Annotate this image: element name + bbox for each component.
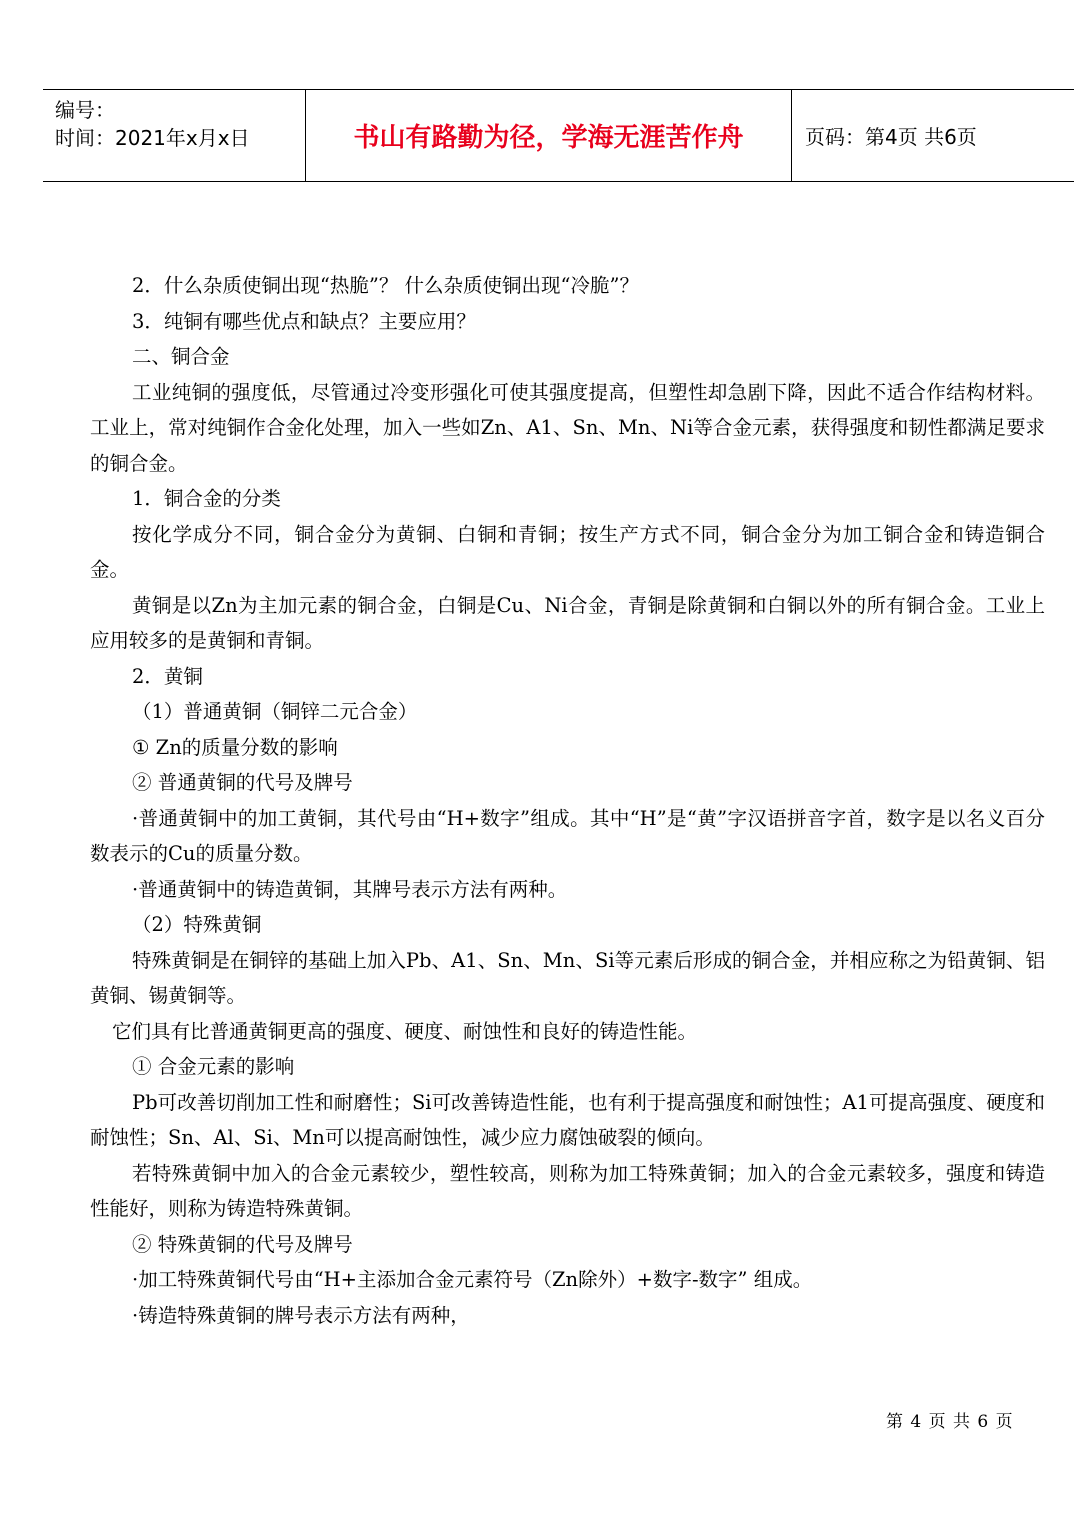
paragraph-special-brass: 特殊黄铜是在铜锌的基础上加入Pb、A1、Sn、Mn、Si等元素后形成的铜合金，并相应称之为铅黄铜、铝黄铜、锡黄铜等。 bbox=[90, 948, 1045, 1007]
header-meta bbox=[55, 90, 303, 181]
question-2: 2．什么杂质使铜出现“热脆”？ 什么杂质使铜出现“冷脆”？ bbox=[132, 274, 639, 297]
bullet-wrought-special-brass: ·加工特殊黄铜代号由“H+主添加合金元素符号（Zn除外）+数字-数字” 组成。 bbox=[132, 1268, 813, 1291]
paragraph-special-brass-properties: 它们具有比普通黄铜更高的强度、硬度、耐蚀性和良好的铸造性能。 bbox=[112, 1019, 698, 1043]
bullet-wrought-brass: ·普通黄铜中的加工黄铜，其代号由“H+数字”组成。其中“H”是“黄”字汉语拼音字首，数字是以名义百分数表示的Cu的质量分数。 bbox=[90, 806, 1045, 865]
page-header bbox=[43, 89, 1074, 182]
item-ordinary-brass-code: ② 普通黄铜的代号及牌号 bbox=[132, 771, 353, 794]
paragraph-special-brass-types: 若特殊黄铜中加入的合金元素较少，塑性较高，则称为加工特殊黄铜；加入的合金元素较多，强度和铸造性能好，则称为铸造特殊黄铜。 bbox=[90, 1161, 1045, 1220]
subheading-classification: 1．铜合金的分类 bbox=[132, 487, 281, 510]
subheading-brass: 2．黄铜 bbox=[132, 664, 203, 688]
document-number-label: 编号： bbox=[55, 98, 115, 122]
question-3: 3．纯铜有哪些优点和缺点？主要应用？ bbox=[132, 309, 476, 333]
document-time-label: 时间：2021年x月x日 bbox=[55, 126, 250, 150]
paragraph-alloy-elements: Pb可改善切削加工性和耐磨性；Si可改善铸造性能，也有利于提高强度和耐蚀性；A1可提高强度、硬度和耐蚀性；Sn、Al、Si、Mn可以提高耐蚀性，减少应力腐蚀破裂的倾向。 bbox=[90, 1090, 1045, 1149]
subheading-ordinary-brass: （1）普通黄铜（铜锌二元合金） bbox=[132, 700, 418, 723]
paragraph-classification: 按化学成分不同，铜合金分为黄铜、白铜和青铜；按生产方式不同，铜合金分为加工铜合金和铸造铜合金。 bbox=[90, 522, 1045, 581]
paragraph-intro: 工业纯铜的强度低，尽管通过冷变形强化可使其强度提高，但塑性却急剧下降，因此不适合作结构材料。工业上，常对纯铜作合金化处理，加入一些如Zn、A1、Sn、Mn、Ni等合金元素，获得强度和韧性都满足要求的铜合金。 bbox=[90, 380, 1045, 475]
item-alloy-element-influence: ① 合金元素的影响 bbox=[132, 1055, 295, 1078]
item-special-brass-code: ② 特殊黄铜的代号及牌号 bbox=[132, 1232, 353, 1256]
header-page-info: 页码：第4页 共6页 bbox=[805, 125, 977, 149]
bullet-cast-brass: ·普通黄铜中的铸造黄铜，其牌号表示方法有两种。 bbox=[132, 877, 568, 901]
section-heading-copper-alloy: 二、铜合金 bbox=[132, 345, 230, 368]
bullet-cast-special-brass: ·铸造特殊黄铜的牌号表示方法有两种， bbox=[132, 1303, 470, 1327]
paragraph-brass-definition: 黄铜是以Zn为主加元素的铜合金，白铜是Cu、Ni合金，青铜是除黄铜和白铜以外的所有铜合金。工业上应用较多的是黄铜和青铜。 bbox=[90, 593, 1045, 652]
page-footer: 第 4 页 共 6 页 bbox=[886, 1412, 1014, 1432]
header-motto: 书山有路勤为径，学海无涯苦作舟 bbox=[353, 123, 744, 153]
subheading-special-brass: （2）特殊黄铜 bbox=[132, 913, 262, 936]
document-body bbox=[90, 268, 1045, 1333]
item-zn-influence: ① Zn的质量分数的影响 bbox=[132, 735, 338, 759]
header-divider-right bbox=[791, 90, 792, 181]
